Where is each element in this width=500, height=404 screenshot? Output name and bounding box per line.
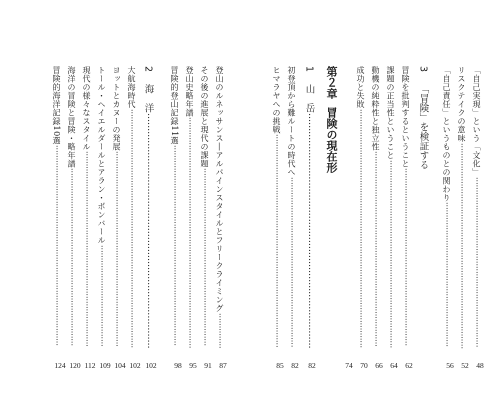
toc-entry: 冒険的登山記録11選··············································································· xyxy=(170,66,179,347)
leader-dots: ···················································································· xyxy=(272,134,281,348)
leader-dots: ··································································· xyxy=(472,176,481,347)
leader-dots: ··············································································· xyxy=(170,145,179,347)
toc-entry: ヨットとカヌーの発展············································································· xyxy=(112,66,121,347)
toc-page-number: 109 xyxy=(99,361,111,370)
leader-dots: ··························································································· xyxy=(185,117,194,349)
toc-entry: 動機の純粋性と独立性············································································· xyxy=(371,66,380,347)
toc-entry: 初登頂から難ルートの時代へ··································································· xyxy=(287,66,296,347)
toc-page-number: 87 xyxy=(219,361,227,370)
leader-dots: ······························································································ xyxy=(356,108,365,348)
toc-page-number: 120 xyxy=(69,361,81,370)
toc-page-number: 91 xyxy=(204,361,212,370)
toc-entry: 「自己実現」という「文化」··································································· xyxy=(472,66,481,347)
leader-dots: ··································································· xyxy=(287,176,296,347)
leader-dots: ······································································ xyxy=(200,168,209,347)
section-heading: 1山 岳·············································································· xyxy=(303,66,315,349)
toc-entry: その後の進展と現代の課題······································································ xyxy=(200,66,209,347)
toc-entry: トール・ヘイエルダールとアラン・ボンバール········································ xyxy=(97,66,106,347)
toc-page-number: 95 xyxy=(189,361,197,370)
toc-page-number: 112 xyxy=(84,361,96,370)
section-heading: 3「冒険」を検証する xyxy=(417,66,429,170)
toc-page-number: 66 xyxy=(375,361,383,370)
leader-dots: ·············· xyxy=(215,312,224,349)
leader-dots: ······························································································ xyxy=(127,108,136,348)
toc-page-number: 82 xyxy=(308,361,316,370)
toc-page-number: 48 xyxy=(476,361,484,370)
leader-dots: ············································································· xyxy=(112,151,121,347)
leader-dots: ························································· xyxy=(442,202,451,347)
toc-entry: 「自己責任」というものとの関わり························································· xyxy=(442,66,451,347)
leader-dots: ··············································································· xyxy=(52,145,61,347)
toc-entry: 登山史略年譜··························································································· xyxy=(185,66,194,349)
toc-entry: 冒険を批判するということ······································································ xyxy=(401,66,410,347)
leader-dots: ······································································ xyxy=(67,168,76,347)
toc-page-number: 85 xyxy=(276,361,284,370)
toc-page-number: 104 xyxy=(114,361,126,370)
leader-dots: ············································································· xyxy=(82,151,91,347)
toc-page-number: 98 xyxy=(174,361,182,370)
toc-entry: 冒険的海洋記録10選··············································································· xyxy=(52,66,61,347)
toc-page-number: 102 xyxy=(129,361,141,370)
toc-page-number: 56 xyxy=(446,361,454,370)
toc-page-number: 102 xyxy=(145,361,157,370)
toc-page-number: 64 xyxy=(390,361,398,370)
section-heading: 2海 洋·············································································· xyxy=(142,66,154,349)
toc-page-number: 52 xyxy=(461,361,469,370)
leader-dots: ············································································· xyxy=(371,151,380,347)
toc-entry: 海洋の冒険と冒険・略年譜······································································ xyxy=(67,66,76,347)
toc-entry: 大航海時代······························································································ xyxy=(127,66,136,348)
toc-entry: 成功と失敗······························································································ xyxy=(356,66,365,348)
toc-entry: 登山のルネッサンス―アルパインスタイルとフリークライミング·············· xyxy=(215,66,224,349)
chapter-heading: 第２章冒険の現在形 xyxy=(325,66,338,173)
toc-page-number: 70 xyxy=(360,361,368,370)
leader-dots: ········································ xyxy=(97,244,106,347)
leader-dots: ······································································ xyxy=(401,168,410,347)
toc-entry: 現代の様々なスタイル············································································· xyxy=(82,66,91,347)
toc-page-number: 62 xyxy=(405,361,413,370)
toc-entry: リスクテイクの意味················································································· xyxy=(457,66,466,349)
toc-entry: 課題の正当性ということ·········································································· xyxy=(386,66,395,348)
leader-dots: ·············································································· xyxy=(303,112,315,349)
leader-dots: ·········································································· xyxy=(386,159,395,348)
toc-page-number: 82 xyxy=(291,361,299,370)
toc-page-number: 124 xyxy=(54,361,66,370)
leader-dots: ·············································································· xyxy=(142,112,154,349)
toc-page-number: 74 xyxy=(345,361,353,370)
leader-dots: ················································································· xyxy=(457,142,466,349)
toc-entry: ヒマラヤへの挑戦···················································································· xyxy=(272,66,281,348)
